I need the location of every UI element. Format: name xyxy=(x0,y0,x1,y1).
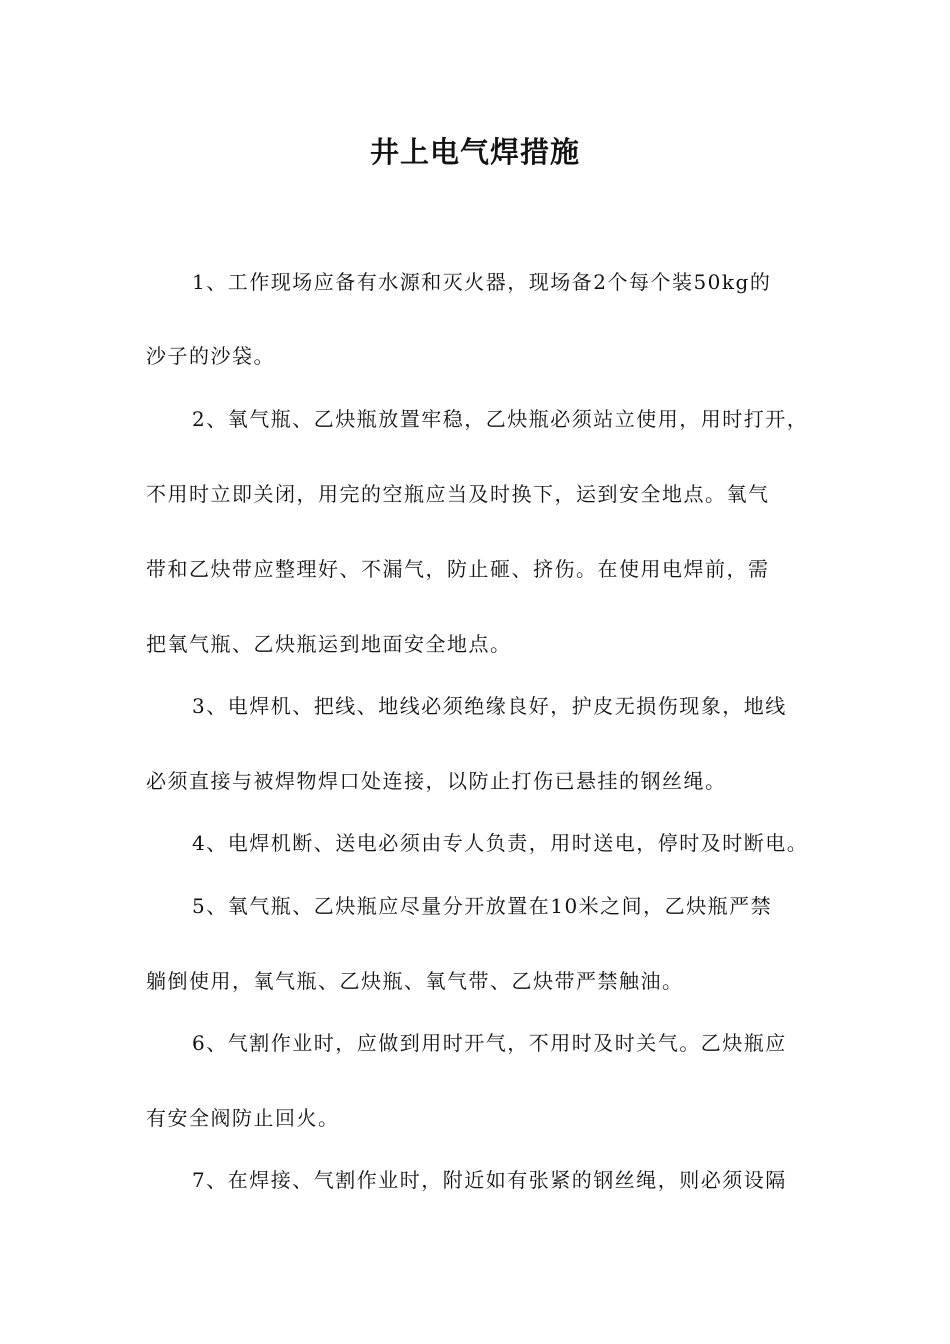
paragraph-5-line-2: 躺倒使用，氧气瓶、乙炔瓶、氧气带、乙炔带严禁触油。 xyxy=(146,969,684,993)
paragraph-3-line-2: 必须直接与被焊物焊口处连接，以防止打伤已悬挂的钢丝绳。 xyxy=(146,769,727,793)
paragraph-4-line-1: 4、电焊机断、送电必须由专人负责，用时送电，停时及时断电。 xyxy=(192,831,809,855)
paragraph-6-line-2: 有安全阀防止回火。 xyxy=(146,1106,340,1130)
paragraph-2-line-3: 带和乙炔带应整理好、不漏气，防止砸、挤伤。在使用电焊前，需 xyxy=(146,557,770,581)
paragraph-3-line-1: 3、电焊机、把线、地线必须绝缘良好，护皮无损伤现象，地线 xyxy=(192,694,787,718)
paragraph-7-line-1: 7、在焊接、气割作业时，附近如有张紧的钢丝绳，则必须设隔 xyxy=(192,1168,787,1192)
paragraph-2-line-4: 把氧气瓶、乙炔瓶运到地面安全地点。 xyxy=(146,632,512,656)
paragraph-2-line-1: 2、氧气瓶、乙炔瓶放置牢稳，乙炔瓶必须站立使用，用时打开， xyxy=(192,407,809,431)
paragraph-5-line-1: 5、氧气瓶、乙炔瓶应尽量分开放置在10米之间，乙炔瓶严禁 xyxy=(192,894,773,918)
paragraph-1-line-1: 1、工作现场应备有水源和灭火器，现场备2个每个装50kg的 xyxy=(192,270,772,294)
paragraph-1-line-2: 沙子的沙袋。 xyxy=(146,344,275,368)
paragraph-6-line-1: 6、气割作业时，应做到用时开气，不用时及时关气。乙炔瓶应 xyxy=(192,1031,787,1055)
paragraph-2-line-2: 不用时立即关闭，用完的空瓶应当及时换下，运到安全地点。氧气 xyxy=(146,482,770,506)
document-title: 井上电气焊措施 xyxy=(369,135,580,169)
